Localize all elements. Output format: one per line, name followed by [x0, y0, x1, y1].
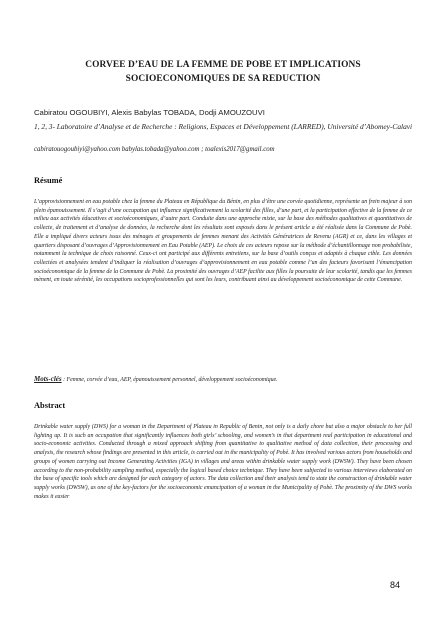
resume-heading: Résumé: [34, 176, 63, 185]
keywords-line: [34, 375, 412, 385]
keywords-label: Mots-clés: [34, 375, 62, 383]
paper-title: CORVEE D’EAU DE LA FEMME DE POBE ET IMPLICATIONS SOCIOECONOMIQUES DE SA REDUCTION: [85, 60, 361, 84]
affiliation: 1, 2, 3- Laboratoire d’Analyse et de Recherche : Religions, Espaces et Développement (LARRED), Université d’Abomey-Calavi: [34, 122, 413, 131]
page-number: 84: [390, 580, 401, 590]
author-list: Cabiratou OGOUBIYI, Alexis Babylas TOBADA, Dodji AMOUZOUVI: [34, 108, 265, 117]
abstract-text: Drinkable water supply (DWS) for a woman in the Department of Plateau in Republic of Benin, not only is a daily chore but also a major obstacle to her full lighting up. It is such an occupation that significantly influences both girls’ schooling, and women’s in that department real participation in educational and socio-economic activities. Conducted through a mixed approach shifting from quantitative to qualitative method of data collection, their processing and analysis, the research whose findings are presented in this article, is carried out in the municipality of Pobè. It has involved various actors from households and groups of women carrying out Income Generating Activities (IGA) in villages and areas within drinkable water supply work (DWSW). They have been chosen according to the non-probability sampling method, especially the logical based choice technique. They have been subjected to various interviews elaborated on the base of specific tools which are designed for each category of actors. The data collection and their analysis tend to state the construction of drinkable water supply works (DWSW), as one of the key-factors for the socioeconomic emancipation of a woman in the Municipality of Pobè. The proximity of the DWS works makes it easier: [34, 424, 412, 500]
keywords-text: : Femme, corvée d’eau, AEP, épanouissement personnel, développement socioéconomique.: [61, 377, 278, 383]
author-emails: cabiratouogoubiyi@yahoo.com babylas.tobada@yahoo.com ; toalexis2017@gmail.com: [34, 146, 275, 153]
resume-text: L’approvisionnement en eau potable chez la femme du Plateau en République du Bénin, en plus d’être une corvée quotidienne, représente un frein majeur à son plein épanouissement. Il s’agit d’une occupation qui influence significativement la scolarité des filles, d’une part, et la participation effective de la femme de ce milieu aux activités éducatives et socioéconomiques, d’autre part. Conduite dans une approche mixte, sur la base des méthodes qualitatives et quantitatives de collecte, de traitement et d’analyse de données, la recherche dont les résultats sont exposés dans le présent article a été réalisée dans la Commune de Pobè. Elle a impliqué divers acteurs issus des ménages et groupements de femmes menant des Activités Génératrices de Revenu (AGR) et ce, dans les villages et quartiers disposant d’ouvrages d’Approvisionnement en Eau Potable (AEP). Le choix de ces acteurs repose sur la méthode d’échantillonnage non probabiliste, notamment la technique de choix raisonné. Ceux-ci ont participé aux différents entretiens, sur la base d’outils conçus et adaptés à chaque cible. Les données collectées et analysées tendent d’indiquer la réalisation d’ouvrages d’approvisionnement en eau potable comme l’un des facteurs favorisant l’émancipation socioéconomique de la femme de la Commune de Pobè. La proximité des ouvrages d’AEP facilite aux filles la poursuite de leur scolarité, tandis que les femmes mènent, en toute sérénité, les occupations socioprofessionnelles qui sont les leurs, contribuant ainsi au développement socioéconomique de cette Commune.: [34, 199, 412, 284]
abstract-heading: Abstract: [34, 401, 66, 410]
